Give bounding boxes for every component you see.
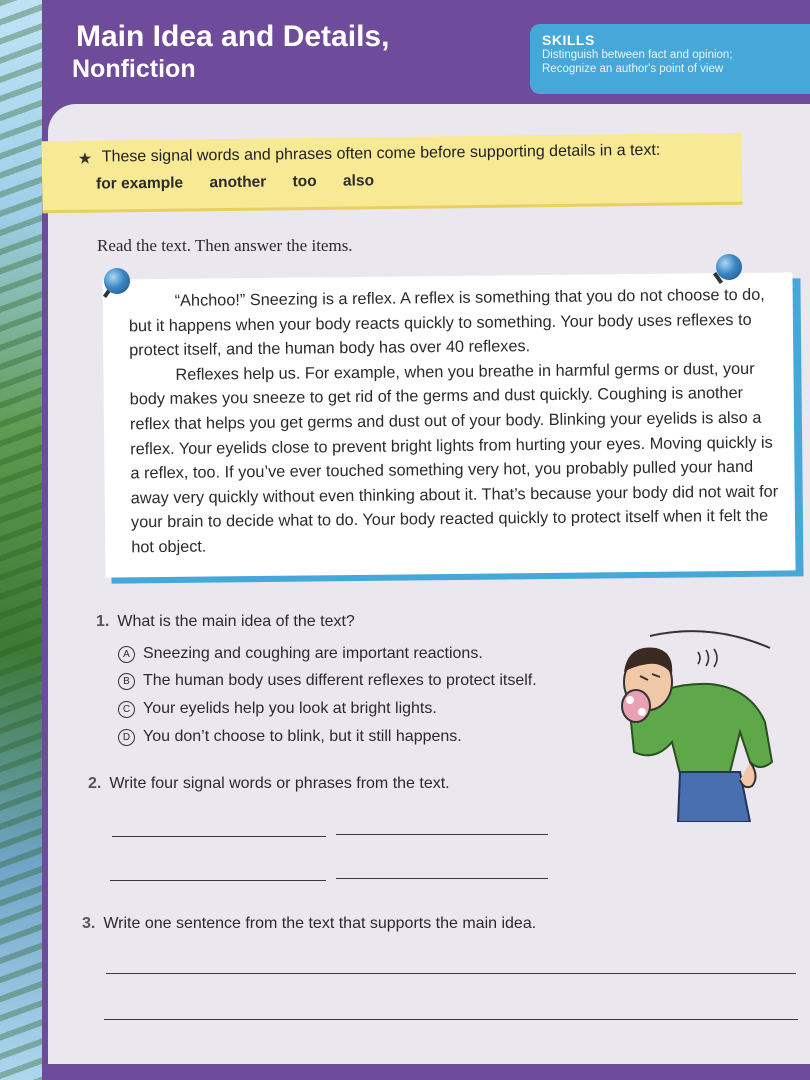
question-3: [82, 915, 536, 933]
passage-paragraph: Reflexes help us. For example, when you breathe in harmful germs or dust, your body makes you sneeze to get rid of the germs and dust quickly. Coughing is another reflex that helps you get germs and dust out of your body. Blinking your eyelids is also a reflex. Your eyelids close to prevent bright lights from hurting your eyes. Moving quickly is a reflex, too. If you’ve ever touched something very hot, you probably pulled your hand away very quickly without even thinking about it. That’s because your body did not wait for your brain to decide what to do. Your body reacted quickly to protect itself when it felt the hot object.: [129, 359, 779, 557]
answer-line[interactable]: [104, 1019, 798, 1020]
instruction-text: Read the text. Then answer the items.: [97, 236, 353, 255]
page-subtitle: Nonfiction: [72, 55, 196, 83]
answer-line[interactable]: [336, 834, 548, 835]
signal-words-list: [96, 168, 742, 194]
choice-bubble[interactable]: B: [118, 673, 135, 690]
page-title: Main Idea and Details,: [76, 20, 390, 53]
choice-bubble[interactable]: A: [118, 646, 135, 663]
answer-line[interactable]: [112, 836, 326, 837]
choice-bubble[interactable]: C: [118, 701, 135, 718]
skills-box: [530, 24, 810, 94]
answer-line[interactable]: [106, 973, 796, 974]
question-text: What is the main idea of the text?: [117, 613, 355, 630]
choice-b[interactable]: [118, 672, 537, 690]
signal-word: also: [342, 172, 375, 190]
pushpin-icon: [104, 268, 130, 294]
choice-c[interactable]: [118, 700, 437, 718]
reading-passage: [102, 272, 795, 577]
question-number: 2.: [88, 775, 102, 792]
choice-text: You don’t choose to blink, but it still happens.: [143, 728, 462, 745]
question-1: [96, 613, 355, 631]
question-number: 1.: [96, 613, 110, 630]
question-text: Write one sentence from the text that supports the main idea.: [103, 915, 537, 932]
answer-line[interactable]: [110, 880, 326, 881]
skills-label: SKILLS: [542, 32, 595, 48]
skills-line-2: Recognize an author's point of view: [542, 63, 724, 75]
skills-line-1: Distinguish between fact and opinion;: [542, 49, 733, 61]
signal-word: another: [209, 173, 267, 192]
answer-line[interactable]: [336, 878, 548, 879]
sneezing-boy-illustration: [600, 622, 790, 822]
choice-bubble[interactable]: D: [118, 729, 135, 746]
choice-text: Your eyelids help you look at bright lights.: [143, 700, 437, 717]
star-icon: ★: [77, 150, 93, 168]
question-2: [88, 775, 450, 793]
pushpin-icon: [716, 254, 742, 280]
signal-words-intro: These signal words and phrases often come before supporting details in a text:: [101, 141, 661, 166]
signal-words-box: [42, 133, 743, 214]
choice-text: The human body uses different reflexes to protect itself.: [143, 672, 537, 689]
question-number: 3.: [82, 915, 96, 932]
choice-text: Sneezing and coughing are important reactions.: [143, 645, 483, 662]
choice-d[interactable]: [118, 728, 462, 746]
signal-word: too: [292, 172, 317, 191]
choice-a[interactable]: [118, 645, 483, 663]
signal-word: for example: [96, 174, 184, 193]
question-text: Write four signal words or phrases from the text.: [109, 775, 450, 792]
passage-paragraph: “Ahchoo!” Sneezing is a reflex. A reflex is something that you do not choose to do, but it happens when your body reacts quickly to something. Your body uses reflexes to protect itself, and the human body has over 40 reflexes.: [128, 285, 765, 360]
